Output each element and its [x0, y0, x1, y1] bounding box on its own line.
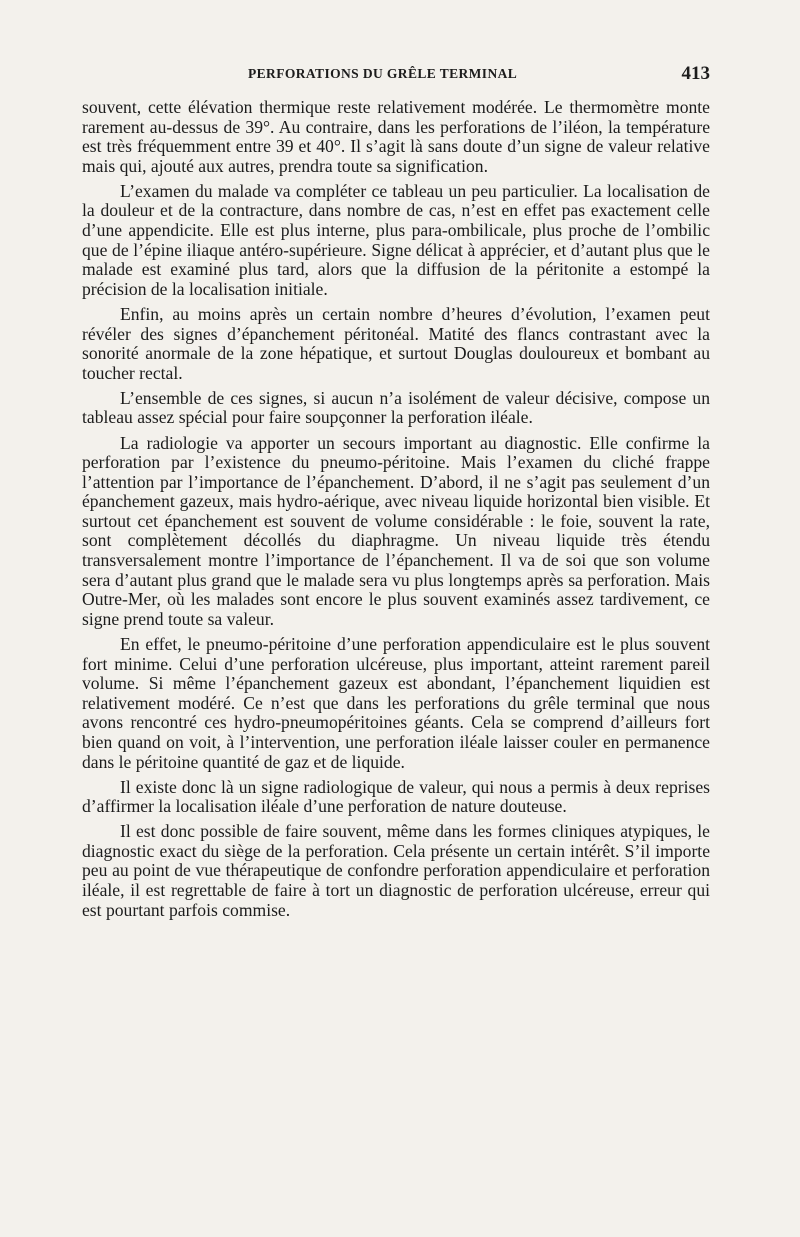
paragraph-examen: L’examen du malade va compléter ce tableau un peu particulier. La localisation de la douleur et de la contracture, dans nombre de cas, n’est en effet pas exactement celle d’une appendicite. Elle est plus interne, plus para-ombilicale, plus proche de l’ombilic que de l’épine iliaque antéro-supérieure. Signe délicat à apprécier, et d’autant plus que le malade est examiné plus tard, alors que la diffusion de la péritonite a estompé la précision de la localisation initiale. — [82, 180, 710, 299]
running-title: PERFORATIONS DU GRÊLE TERMINAL — [248, 66, 518, 81]
paragraph-ensemble: L’ensemble de ces signes, si aucun n’a isolément de valeur décisive, compose un tableau assez spécial pour faire soupçonner la perforation iléale. — [82, 387, 710, 428]
paragraph-signe-radiologique: Il existe donc là un signe radiologique de valeur, qui nous a permis à deux reprises d’affirmer la localisation iléale d’une perforation de nature douteuse. — [82, 776, 710, 817]
page-number: 413 — [681, 63, 710, 84]
paragraph-epanchement: Enfin, au moins après un certain nombre d’heures d’évolution, l’examen peut révéler des signes d’épanchement péritonéal. Matité des flancs contrastant avec la sonorité anormale de la zone hépatique, et surtout Douglas douloureux et bombant au toucher rectal. — [82, 303, 710, 383]
paragraph-pneumo-peritoine: En effet, le pneumo-péritoine d’une perforation appendiculaire est le plus souvent fort minime. Celui d’une perforation ulcéreuse, plus important, atteint rarement pareil volume. Si même l’épanchement gazeux est abondant, l’épanchement liquidien est relativement modéré. Ce n’est que dans les perforations du grêle terminal que nous avons rencontré ces hydro-pneumopéritoines géants. Cela se comprend d’ailleurs fort bien quand on voit, à l’intervention, une perforation iléale laisser couler en permanence dans le péritoine quantité de gaz et de liquide. — [82, 633, 710, 772]
running-header — [82, 60, 710, 90]
paragraph-conclusion: Il est donc possible de faire souvent, même dans les formes cliniques atypiques, le diagnostic exact du siège de la perforation. Cela présente un certain intérêt. S’il importe peu au point de vue thérapeutique de confondre perforation appendiculaire et perforation iléale, il est regrettable de faire à tort un diagnostic de perforation ulcéreuse, erreur qui est pourtant parfois commise. — [82, 821, 710, 920]
body-text — [82, 98, 710, 920]
book-page — [82, 60, 710, 926]
paragraph-continued: souvent, cette élévation thermique reste relativement modérée. Le thermomètre monte rarement au-dessus de 39°. Au contraire, dans les perforations de l’iléon, la température est très fréquemment entre 39 et 40°. Il s’agit là sans doute d’un signe de valeur relative mais qui, ajouté aux autres, prendra toute sa signification. — [82, 97, 710, 176]
paragraph-radiologie: La radiologie va apporter un secours important au diagnostic. Elle confirme la perforation par l’existence du pneumo-péritoine. Mais l’examen du cliché frappe l’attention par l’importance de l’épanchement. D’abord, il ne s’agit pas seulement d’un épanchement gazeux, mais hydro-aérique, avec niveau liquide horizontal bien visible. Et surtout cet épanchement est souvent de volume considérable : le foie, souvent la rate, sont complètement décollés du diaphragme. Un niveau liquide très étendu transversalement montre l’importance de l’épanchement. Il va de soi que son volume sera d’autant plus grand que le malade sera vu plus longtemps après sa perforation. Mais Outre-Mer, où les malades sont encore le plus souvent examinés assez tardivement, ce signe prend toute sa valeur. — [82, 432, 710, 629]
